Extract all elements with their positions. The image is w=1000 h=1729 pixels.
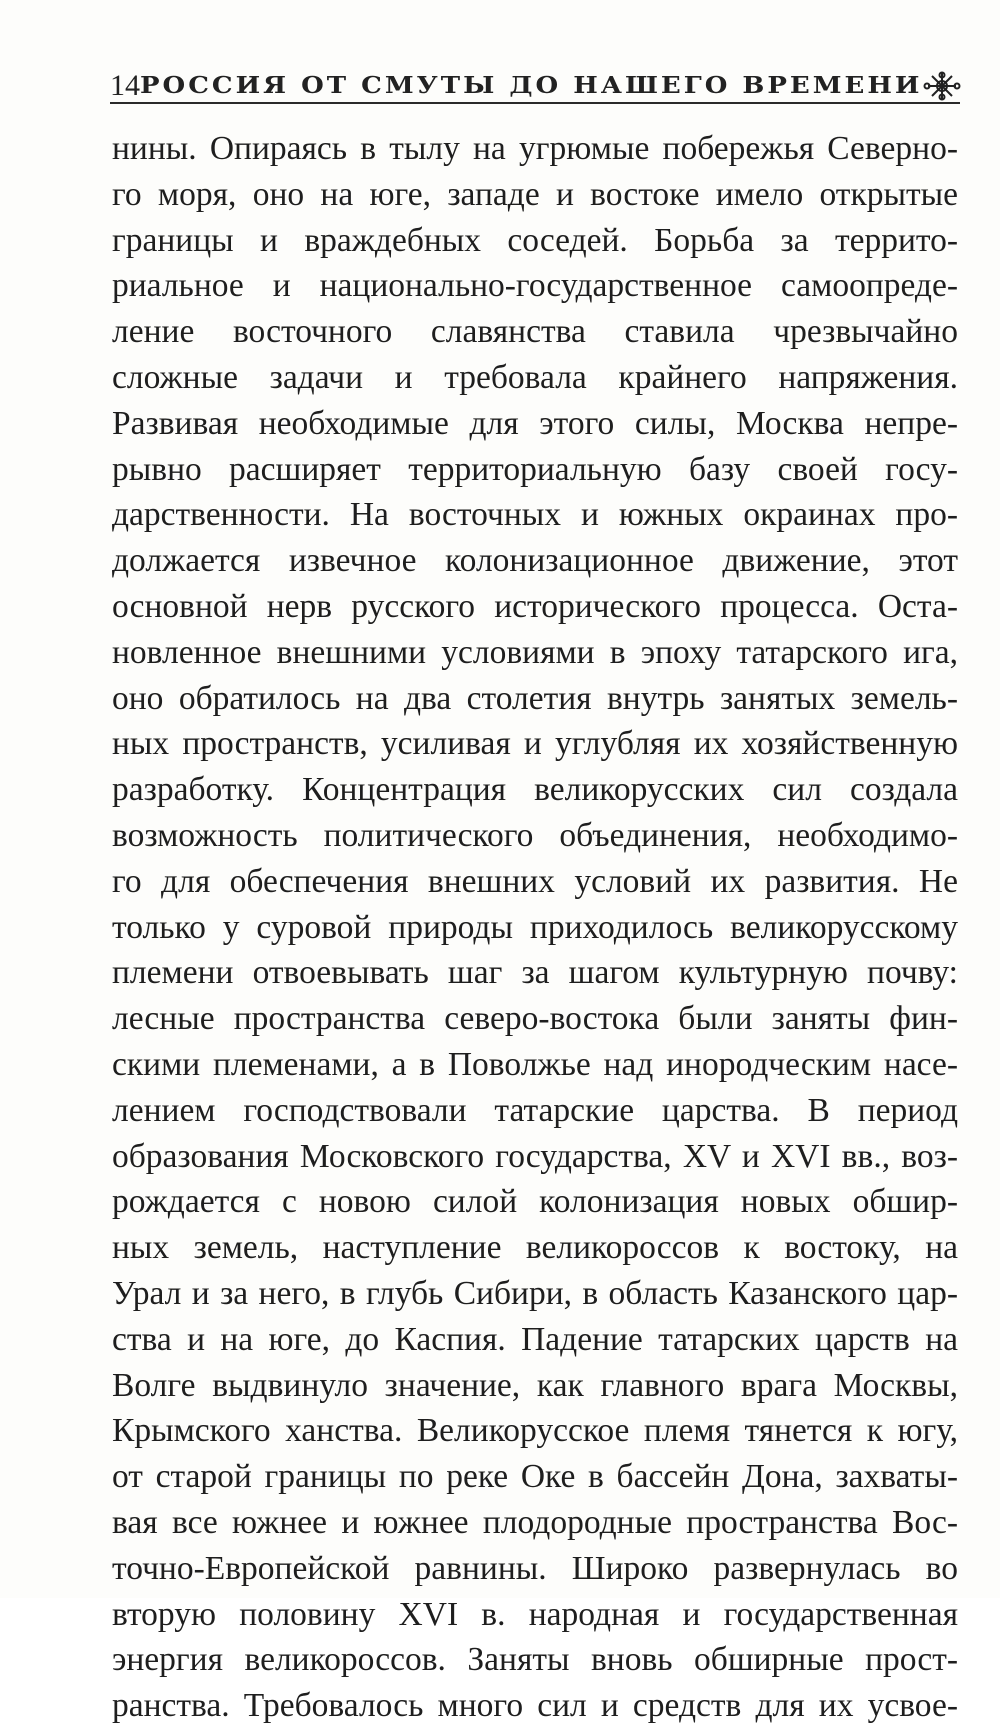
text-line: оно обратилось на два столетия внутрь занятых земель-: [112, 679, 958, 717]
text-line: Урал и за него, в глубь Сибири, в область Казанского цар-: [112, 1274, 958, 1312]
text-line: сложные задачи и требовала крайнего напряжения.: [112, 358, 958, 396]
text-line: возможность политического объединения, необходимо-: [112, 816, 958, 854]
text-line: точно-Европейской равнины. Широко развернулась во: [112, 1549, 958, 1587]
text-line: должается извечное колонизационное движение, этот: [112, 542, 958, 580]
running-head: [110, 66, 960, 106]
text-line: го для обеспечения внешних условий их развития. Не: [112, 862, 958, 900]
book-title: РОССИЯ ОТ СМУТЫ ДО НАШЕГО ВРЕМЕНИ: [140, 72, 923, 100]
text-line: границы и враждебных соседей. Борьба за террито-: [112, 221, 958, 259]
text-line: Крымского ханства. Великорусское племя тянется к югу,: [112, 1412, 958, 1450]
text-line: образования Московского государства, XV и XVI вв., воз-: [112, 1137, 958, 1175]
text-line: разработку. Концентрация великорусских сил создала: [112, 771, 958, 809]
text-line: дарственности. На восточных и южных окраинах про-: [112, 496, 958, 534]
text-line: риальное и национально-государственное самоопреде-: [112, 267, 958, 305]
text-line: энергия великороссов. Заняты вновь обширные прост-: [112, 1641, 958, 1679]
text-line: Волге выдвинуло значение, как главного врага Москвы,: [112, 1366, 958, 1404]
text-line: ных пространств, усиливая и углубляя их хозяйственную: [112, 725, 958, 763]
ornament-icon: [922, 70, 962, 102]
text-line: ранства. Требовалось много сил и средств для их усвое-: [112, 1687, 958, 1725]
text-line: основной нерв русского исторического процесса. Оста-: [112, 587, 958, 625]
text-line: Развивая необходимые для этого силы, Москва непре-: [112, 404, 958, 442]
text-line: лесные пространства северо-востока были заняты фин-: [112, 1000, 958, 1038]
page-number: 14: [110, 69, 140, 102]
text-line: вторую половину XVI в. народная и государственная: [112, 1595, 958, 1633]
text-line: рывно расширяет территориальную базу своей госу-: [112, 450, 958, 488]
text-line: нины. Опираясь в тылу на угрюмые побережья Северно-: [112, 130, 958, 167]
text-line: только у суровой природы приходилось великорусскому: [112, 908, 958, 946]
text-line: рождается с новою силой колонизация новых обшир-: [112, 1183, 958, 1221]
text-line: от старой границы по реке Оке в бассейн Дона, захваты-: [112, 1458, 958, 1496]
header-rule: [110, 102, 960, 104]
text-line: племени отвоевывать шаг за шагом культурную почву:: [112, 954, 958, 992]
text-line: ных земель, наступление великороссов к востоку, на: [112, 1229, 958, 1267]
text-line: вая все южнее и южнее плодородные пространства Вос-: [112, 1503, 958, 1541]
text-line: скими племенами, а в Поволжье над инородческим насе-: [112, 1045, 958, 1083]
text-line: ление восточного славянства ставила чрезвычайно: [112, 313, 958, 351]
text-line: ства и на юге, до Каспия. Падение татарских царств на: [112, 1320, 958, 1358]
text-line: новленное внешними условиями в эпоху татарского ига,: [112, 633, 958, 671]
body-text: [112, 126, 958, 1729]
text-line: лением господствовали татарские царства. В период: [112, 1091, 958, 1129]
text-line: го моря, оно на юге, западе и востоке имело открытые: [112, 175, 958, 213]
